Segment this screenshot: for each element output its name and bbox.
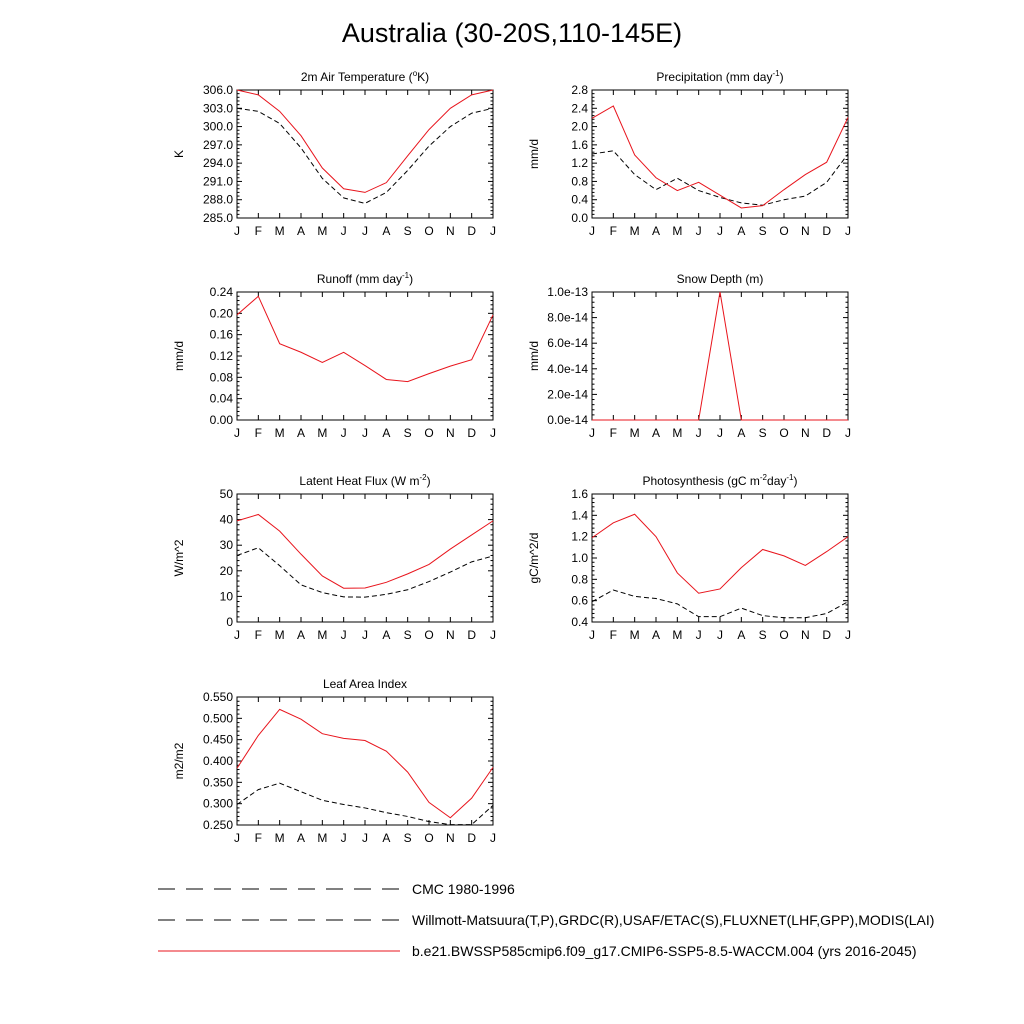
y-tick-label: 0.0 xyxy=(571,211,588,225)
y-tick-label: 285.0 xyxy=(202,211,233,225)
legend-label: b.e21.BWSSP585cmip6.f09_g17.CMIP6-SSP5-8.5-WACCM.004 (yrs 2016-2045) xyxy=(412,943,917,959)
y-tick-label: 2.4 xyxy=(571,101,588,116)
y-tick-label: 0.4 xyxy=(571,615,588,629)
x-tick-label: J xyxy=(695,628,702,642)
plot-frame xyxy=(592,292,848,420)
chart-panel xyxy=(172,677,496,845)
panel-title-part: ) xyxy=(793,474,798,488)
x-tick-label: D xyxy=(822,224,832,238)
x-tick-label: S xyxy=(758,426,767,440)
x-tick-label: J xyxy=(589,628,595,642)
x-tick-label: J xyxy=(490,224,496,238)
panel-title xyxy=(656,69,783,84)
legend-label: Willmott-Matsuura(T,P),GRDC(R),USAF/ETAC(S),FLUXNET(LHF,GPP),MODIS(LAI) xyxy=(412,912,935,928)
x-tick-label: M xyxy=(629,426,640,440)
chart-panel xyxy=(172,271,496,440)
y-tick-label: 0.24 xyxy=(209,285,233,299)
panel-title-part: ) xyxy=(409,272,414,286)
y-tick-label: 0.08 xyxy=(209,370,233,385)
x-tick-label: A xyxy=(296,224,306,238)
x-tick-label: M xyxy=(274,426,285,440)
panel-title-part: -1 xyxy=(786,473,794,482)
x-tick-label: J xyxy=(340,426,347,440)
obs-series-line xyxy=(237,108,493,203)
panel-title-part: day xyxy=(767,474,787,488)
y-tick-label: 1.6 xyxy=(571,487,588,501)
model-series-line xyxy=(237,514,493,588)
x-tick-label: A xyxy=(737,628,746,642)
plot-frame xyxy=(237,90,493,218)
y-axis-label: mm/d xyxy=(527,341,541,371)
y-tick-label: 2.0 xyxy=(571,119,588,134)
x-tick-label: J xyxy=(695,224,702,238)
x-tick-label: O xyxy=(424,426,434,440)
y-tick-label: 0.12 xyxy=(209,349,233,363)
x-tick-label: J xyxy=(589,224,595,238)
x-tick-label: J xyxy=(362,224,368,238)
x-tick-label: J xyxy=(362,831,368,845)
panel-title-part: -2 xyxy=(419,473,427,482)
x-tick-label: M xyxy=(317,426,328,440)
panel-title-part: o xyxy=(412,69,418,78)
x-tick-label: M xyxy=(317,628,328,642)
x-tick-label: D xyxy=(467,426,477,440)
x-tick-label: M xyxy=(629,224,640,238)
panel-title xyxy=(317,271,413,286)
x-tick-label: J xyxy=(340,224,347,238)
panel-title-part: K) xyxy=(417,70,430,84)
model-series-line xyxy=(592,292,848,420)
x-tick-label: D xyxy=(822,426,832,440)
obs-series-line xyxy=(237,548,493,597)
y-tick-label: 1.2 xyxy=(571,529,588,544)
panel-title-part: -1 xyxy=(772,69,780,78)
y-tick-label: 0.550 xyxy=(202,690,233,704)
x-tick-label: A xyxy=(296,831,306,845)
panel-title-part: Runoff (mm day xyxy=(316,272,403,286)
y-tick-label: 297.0 xyxy=(202,137,233,152)
x-tick-label: N xyxy=(445,628,455,642)
plot-frame xyxy=(237,292,493,420)
panel-title-part: 2m Air Temperature ( xyxy=(300,70,413,84)
x-tick-label: N xyxy=(445,831,455,845)
x-tick-label: J xyxy=(234,224,240,238)
x-tick-label: M xyxy=(629,628,640,642)
x-tick-label: A xyxy=(382,426,391,440)
y-tick-label: 2.0e-14 xyxy=(547,387,588,402)
plot-frame xyxy=(592,494,848,622)
chart-panel xyxy=(172,473,496,642)
y-tick-label: 6.0e-14 xyxy=(547,336,588,351)
plot-frame xyxy=(237,697,493,825)
x-tick-label: J xyxy=(362,426,368,440)
x-tick-label: F xyxy=(609,628,618,642)
y-tick-label: 0.00 xyxy=(209,413,233,427)
y-tick-label: 300.0 xyxy=(202,119,233,134)
y-tick-label: 20 xyxy=(219,563,233,578)
y-tick-label: 10 xyxy=(219,589,233,604)
y-tick-label: 0.8 xyxy=(571,572,588,587)
x-tick-label: J xyxy=(234,426,240,440)
x-tick-label: M xyxy=(672,224,683,238)
x-tick-label: A xyxy=(296,628,306,642)
y-tick-label: 1.0e-13 xyxy=(547,285,588,299)
x-tick-label: N xyxy=(800,628,810,642)
y-tick-label: 0.8 xyxy=(571,174,588,189)
y-axis-label: gC/m^2/d xyxy=(527,532,541,584)
y-tick-label: 0.4 xyxy=(571,192,588,207)
panel-title xyxy=(643,473,798,488)
y-tick-label: 2.8 xyxy=(571,83,588,97)
x-tick-label: A xyxy=(651,224,661,238)
x-tick-label: J xyxy=(490,426,496,440)
obs-series-line xyxy=(592,151,848,205)
x-tick-label: M xyxy=(274,224,285,238)
x-tick-label: A xyxy=(651,628,661,642)
x-tick-label: S xyxy=(758,224,767,238)
legend xyxy=(158,881,934,959)
panel-title-part: ) xyxy=(779,70,784,84)
x-tick-label: J xyxy=(490,628,496,642)
x-tick-label: S xyxy=(403,831,412,845)
y-tick-label: 30 xyxy=(219,538,233,553)
x-tick-label: J xyxy=(234,628,240,642)
y-tick-label: 0.16 xyxy=(209,327,233,342)
panel-title xyxy=(299,473,430,488)
x-tick-label: J xyxy=(234,831,240,845)
panel-title-part: Snow Depth (m) xyxy=(676,272,764,286)
y-tick-label: 50 xyxy=(219,487,233,501)
x-tick-label: M xyxy=(274,628,285,642)
x-tick-label: S xyxy=(403,224,412,238)
x-tick-label: A xyxy=(382,831,391,845)
x-tick-label: J xyxy=(717,628,723,642)
y-tick-label: 0 xyxy=(226,615,233,629)
y-tick-label: 0.300 xyxy=(202,796,233,811)
x-tick-label: N xyxy=(445,224,455,238)
y-axis-label: mm/d xyxy=(527,139,541,169)
y-tick-label: 306.0 xyxy=(202,83,233,97)
panel-title-part: -2 xyxy=(759,473,768,482)
panel-title xyxy=(301,69,429,84)
legend-label: CMC 1980-1996 xyxy=(412,881,515,897)
x-tick-label: F xyxy=(254,426,263,440)
x-tick-label: J xyxy=(845,224,851,238)
y-tick-label: 303.0 xyxy=(202,101,233,116)
x-tick-label: A xyxy=(296,426,306,440)
x-tick-label: D xyxy=(467,628,477,642)
panel-title-part: Photosynthesis (gC m xyxy=(642,474,760,488)
panel-title-part: ) xyxy=(426,474,431,488)
x-tick-label: S xyxy=(403,426,412,440)
x-tick-label: J xyxy=(717,426,723,440)
x-tick-label: S xyxy=(758,628,767,642)
chart-panel xyxy=(172,69,496,238)
model-series-line xyxy=(592,106,848,208)
x-tick-label: F xyxy=(254,224,263,238)
panel-title xyxy=(323,677,407,691)
x-tick-label: O xyxy=(779,426,789,440)
y-tick-label: 1.0 xyxy=(571,551,588,565)
y-tick-label: 288.0 xyxy=(202,192,233,207)
y-tick-label: 1.4 xyxy=(571,508,588,523)
x-tick-label: O xyxy=(779,628,789,642)
x-tick-label: J xyxy=(845,628,851,642)
x-tick-label: D xyxy=(822,628,832,642)
x-tick-label: N xyxy=(800,224,810,238)
x-tick-label: O xyxy=(424,224,434,238)
x-tick-label: M xyxy=(672,628,683,642)
x-tick-label: O xyxy=(779,224,789,238)
y-tick-label: 1.2 xyxy=(571,156,588,171)
model-series-line xyxy=(237,90,493,192)
chart-panel xyxy=(527,272,851,440)
obs-series-line xyxy=(237,783,493,824)
x-tick-label: J xyxy=(362,628,368,642)
x-tick-label: J xyxy=(490,831,496,845)
y-tick-label: 0.450 xyxy=(202,732,233,747)
x-tick-label: D xyxy=(467,224,477,238)
y-tick-label: 0.6 xyxy=(571,593,588,608)
model-series-line xyxy=(237,296,493,381)
chart-panel xyxy=(527,473,851,642)
y-tick-label: 40 xyxy=(219,512,233,527)
x-tick-label: F xyxy=(254,831,263,845)
x-tick-label: F xyxy=(254,628,263,642)
plot-frame xyxy=(592,90,848,218)
y-axis-label: mm/d xyxy=(172,341,186,371)
y-tick-label: 0.20 xyxy=(209,306,233,321)
y-tick-label: 8.0e-14 xyxy=(547,310,588,325)
x-tick-label: J xyxy=(589,426,595,440)
y-tick-label: 0.250 xyxy=(202,818,233,832)
model-series-line xyxy=(592,514,848,593)
model-series-line xyxy=(237,709,493,817)
y-tick-label: 0.04 xyxy=(209,391,233,406)
x-tick-label: A xyxy=(382,224,391,238)
x-tick-label: N xyxy=(800,426,810,440)
panel-title-part: Latent Heat Flux (W m xyxy=(299,474,420,488)
x-tick-label: J xyxy=(717,224,723,238)
x-tick-label: F xyxy=(609,426,618,440)
x-tick-label: N xyxy=(445,426,455,440)
x-tick-label: A xyxy=(651,426,661,440)
panel-title-part: Precipitation (mm day xyxy=(656,70,773,84)
y-tick-label: 294.0 xyxy=(202,156,233,171)
y-axis-label: K xyxy=(172,149,186,159)
x-tick-label: J xyxy=(695,426,702,440)
plot-frame xyxy=(237,494,493,622)
x-tick-label: M xyxy=(317,831,328,845)
page-title: Australia (30-20S,110-145E) xyxy=(341,18,683,48)
panel-title-part: -1 xyxy=(402,271,410,280)
y-tick-label: 0.0e-14 xyxy=(547,413,588,427)
y-tick-label: 4.0e-14 xyxy=(547,361,588,376)
x-tick-label: A xyxy=(382,628,391,642)
obs-series-line xyxy=(592,590,848,618)
y-tick-label: 0.350 xyxy=(202,775,233,790)
y-axis-label: W/m^2 xyxy=(172,539,186,577)
x-tick-label: O xyxy=(424,831,434,845)
y-tick-label: 0.500 xyxy=(202,711,233,726)
y-tick-label: 291.0 xyxy=(202,174,233,189)
y-tick-label: 1.6 xyxy=(571,137,588,152)
y-tick-label: 0.400 xyxy=(202,754,233,768)
x-tick-label: A xyxy=(737,224,746,238)
x-tick-label: J xyxy=(340,628,347,642)
x-tick-label: O xyxy=(424,628,434,642)
x-tick-label: M xyxy=(672,426,683,440)
x-tick-label: F xyxy=(609,224,618,238)
x-tick-label: S xyxy=(403,628,412,642)
chart-panel xyxy=(527,69,851,238)
x-tick-label: M xyxy=(274,831,285,845)
x-tick-label: J xyxy=(845,426,851,440)
panel-title-part: Leaf Area Index xyxy=(322,677,408,691)
y-axis-label: m2/m2 xyxy=(172,742,186,780)
x-tick-label: A xyxy=(737,426,746,440)
x-tick-label: M xyxy=(317,224,328,238)
x-tick-label: J xyxy=(340,831,347,845)
x-tick-label: D xyxy=(467,831,477,845)
panel-title xyxy=(677,272,764,286)
